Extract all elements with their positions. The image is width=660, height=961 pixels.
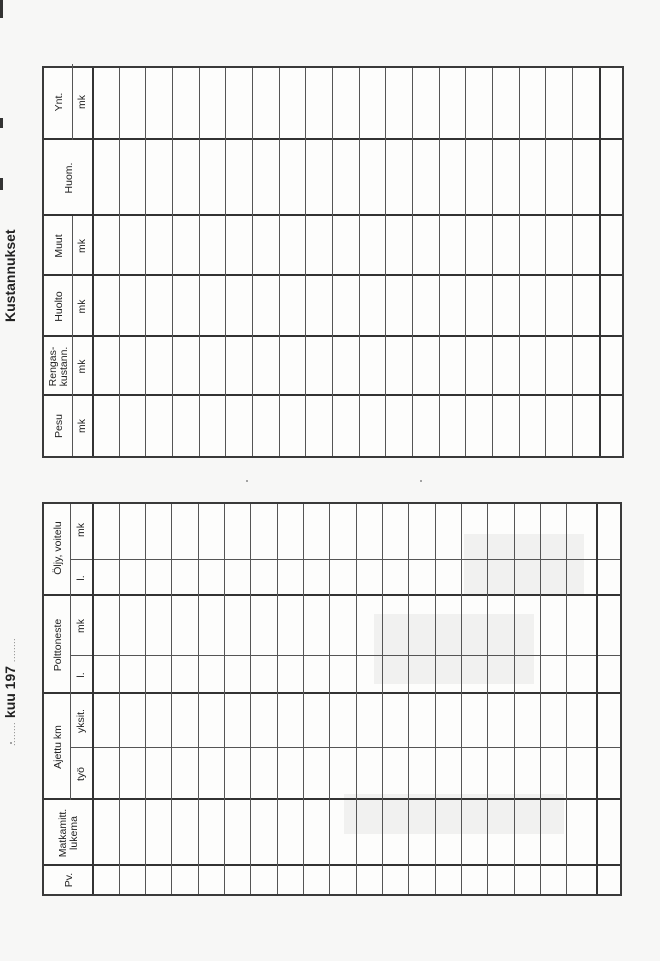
- scan-speck: [246, 480, 248, 482]
- subheader-polttoneste-l: l.: [74, 672, 87, 678]
- scan-edge-mark: [0, 118, 3, 128]
- header-polttoneste: Polttoneste: [51, 618, 64, 672]
- unit-pesu: mk: [75, 419, 88, 433]
- cost-sheet-title: Kustannukset: [2, 229, 18, 322]
- header-matkamittari: Matkamitt. lukema: [57, 808, 80, 858]
- unit-ynt: mk: [75, 95, 88, 109]
- trip-sheet-title: [2, 638, 18, 746]
- subheader-tyo: työ: [74, 767, 87, 782]
- scan-edge-mark: [0, 178, 3, 190]
- header-huom: Huom.: [62, 162, 75, 194]
- subheader-polttoneste-mk: mk: [74, 619, 87, 633]
- header-ajettu-km: Ajettu km: [51, 725, 64, 769]
- cost-sheet: [2, 66, 624, 458]
- trip-sheet-title-text: kuu 197: [2, 665, 18, 719]
- unit-muut: mk: [75, 239, 88, 253]
- unit-rengas: mk: [75, 359, 88, 374]
- header-ynt: Ynt.: [52, 92, 65, 112]
- title-dots: ........: [7, 721, 17, 746]
- trip-sheet: [2, 502, 622, 896]
- header-rengaskustann: Rengas- kustann.: [47, 346, 70, 387]
- cost-table: [42, 66, 624, 458]
- subheader-oljy-l: l.: [74, 575, 87, 581]
- scan-edge-mark: [0, 0, 3, 18]
- subheader-oljy-mk: mk: [74, 523, 87, 537]
- unit-huolto: mk: [75, 299, 88, 314]
- title-dots-trailing: ........: [7, 638, 17, 663]
- scan-speck: [420, 480, 422, 482]
- header-pesu: Pesu: [52, 414, 65, 438]
- header-muut: Muut: [52, 234, 65, 258]
- header-pv: Pv.: [62, 872, 75, 888]
- trip-table: [42, 502, 622, 896]
- subheader-yksit: yksit.: [74, 709, 87, 733]
- header-oljy-voitelu: Öljy, voitelu: [51, 521, 64, 575]
- header-huolto: Huolto: [52, 291, 65, 322]
